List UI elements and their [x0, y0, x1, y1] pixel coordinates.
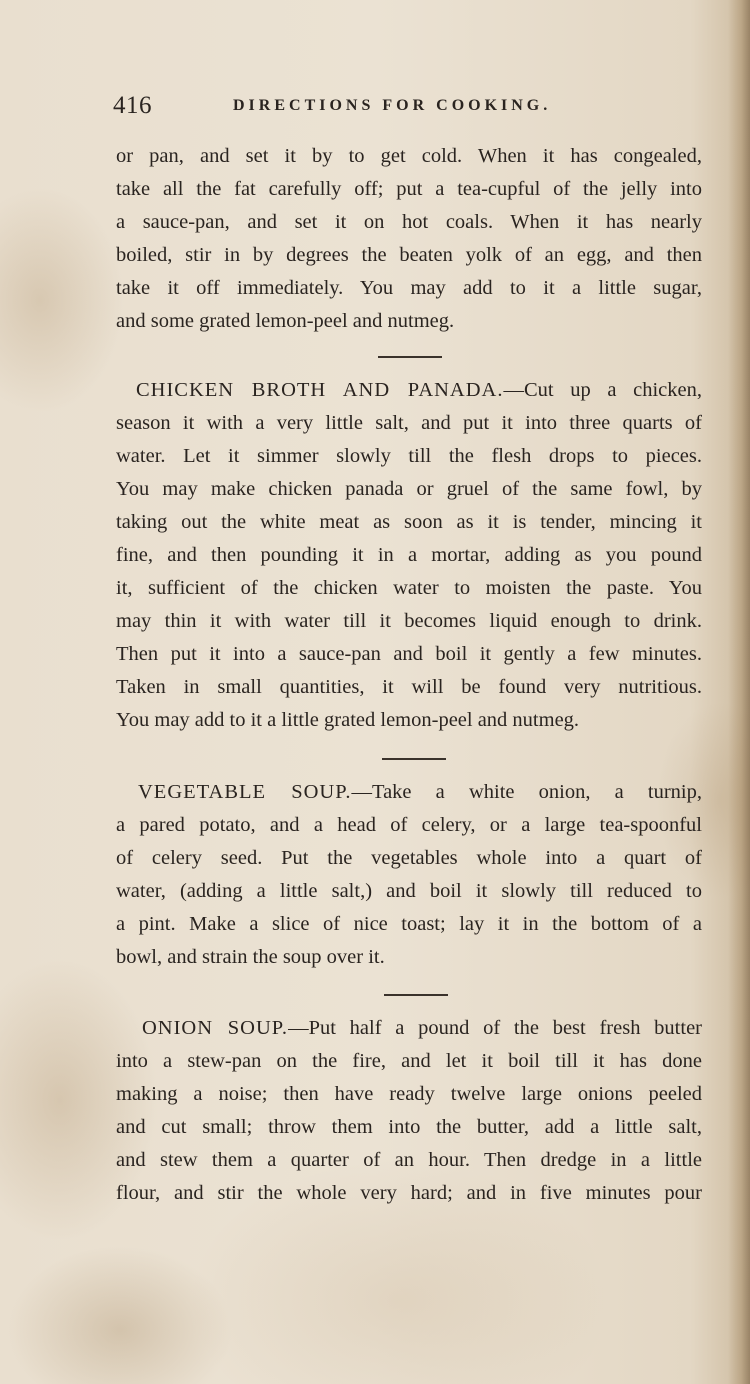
text-line: making a noise; then have ready twelve large onions peeled: [116, 1083, 702, 1105]
recipe-first-line: [136, 376, 702, 404]
text-line: may thin it with water till it becomes liquid enough to drink.: [116, 610, 702, 632]
recipe-first-line: [142, 1014, 702, 1042]
page-edge: [728, 0, 750, 1384]
page-header: [113, 92, 593, 124]
recipe-first-text: —Put half a pound of the best fresh butter: [288, 1017, 702, 1039]
text-line: it, sufficient of the chicken water to moisten the paste. You: [116, 577, 702, 599]
section-divider: [382, 758, 446, 760]
text-line: and stew them a quarter of an hour. Then dredge in a little: [116, 1149, 702, 1171]
text-line: season it with a very little salt, and put it into three quarts of: [116, 412, 702, 434]
text-line: water, (adding a little salt,) and boil it slowly till reduced to: [116, 880, 702, 902]
text-line: Then put it into a sauce-pan and boil it gently a few minutes.: [116, 643, 702, 665]
text-line: of celery seed. Put the vegetables whole into a quart of: [116, 847, 702, 869]
text-line: a pared potato, and a head of celery, or a large tea-spoonful: [116, 814, 702, 836]
text-line: Taken in small quantities, it will be found very nutritious.: [116, 676, 702, 698]
text-line: or pan, and set it by to get cold. When it has congealed,: [116, 145, 702, 167]
text-line: flour, and stir the whole very hard; and in five minutes pour: [116, 1182, 702, 1204]
text-line: You may make chicken panada or gruel of the same fowl, by: [116, 478, 702, 500]
text-line: taking out the white meat as soon as it is tender, mincing it: [116, 511, 702, 533]
recipe-first-text: —Take a white onion, a turnip,: [351, 781, 702, 803]
text-line: a pint. Make a slice of nice toast; lay it in the bottom of a: [116, 913, 702, 935]
text-line: and some grated lemon-peel and nutmeg.: [116, 310, 455, 332]
text-line: boiled, stir in by degrees the beaten yolk of an egg, and then: [116, 244, 702, 266]
text-line: water. Let it simmer slowly till the flesh drops to pieces.: [116, 445, 702, 467]
section-divider: [384, 994, 448, 996]
recipe-first-line: [138, 778, 702, 806]
recipe-title: VEGETABLE SOUP.: [138, 781, 352, 803]
text-line: take it off immediately. You may add to it a little sugar,: [116, 277, 702, 299]
text-line: bowl, and strain the soup over it.: [116, 946, 385, 968]
recipe-title: CHICKEN BROTH AND PANADA.: [136, 379, 504, 401]
text-line: You may add to it a little grated lemon-peel and nutmeg.: [116, 709, 580, 731]
text-line: take all the fat carefully off; put a tea-cupful of the jelly into: [116, 178, 702, 200]
page-number: 416: [113, 92, 152, 119]
text-line: into a stew-pan on the fire, and let it boil till it has done: [116, 1050, 702, 1072]
section-divider: [378, 356, 442, 358]
text-line: a sauce-pan, and set it on hot coals. When it has nearly: [116, 211, 702, 233]
text-line: and cut small; throw them into the butter, add a little salt,: [116, 1116, 702, 1138]
text-line: fine, and then pounding it in a mortar, adding as you pound: [116, 544, 702, 566]
recipe-title: ONION SOUP.: [142, 1017, 289, 1039]
recipe-first-text: —Cut up a chicken,: [503, 379, 702, 401]
running-head: DIRECTIONS FOR COOKING.: [233, 97, 552, 114]
